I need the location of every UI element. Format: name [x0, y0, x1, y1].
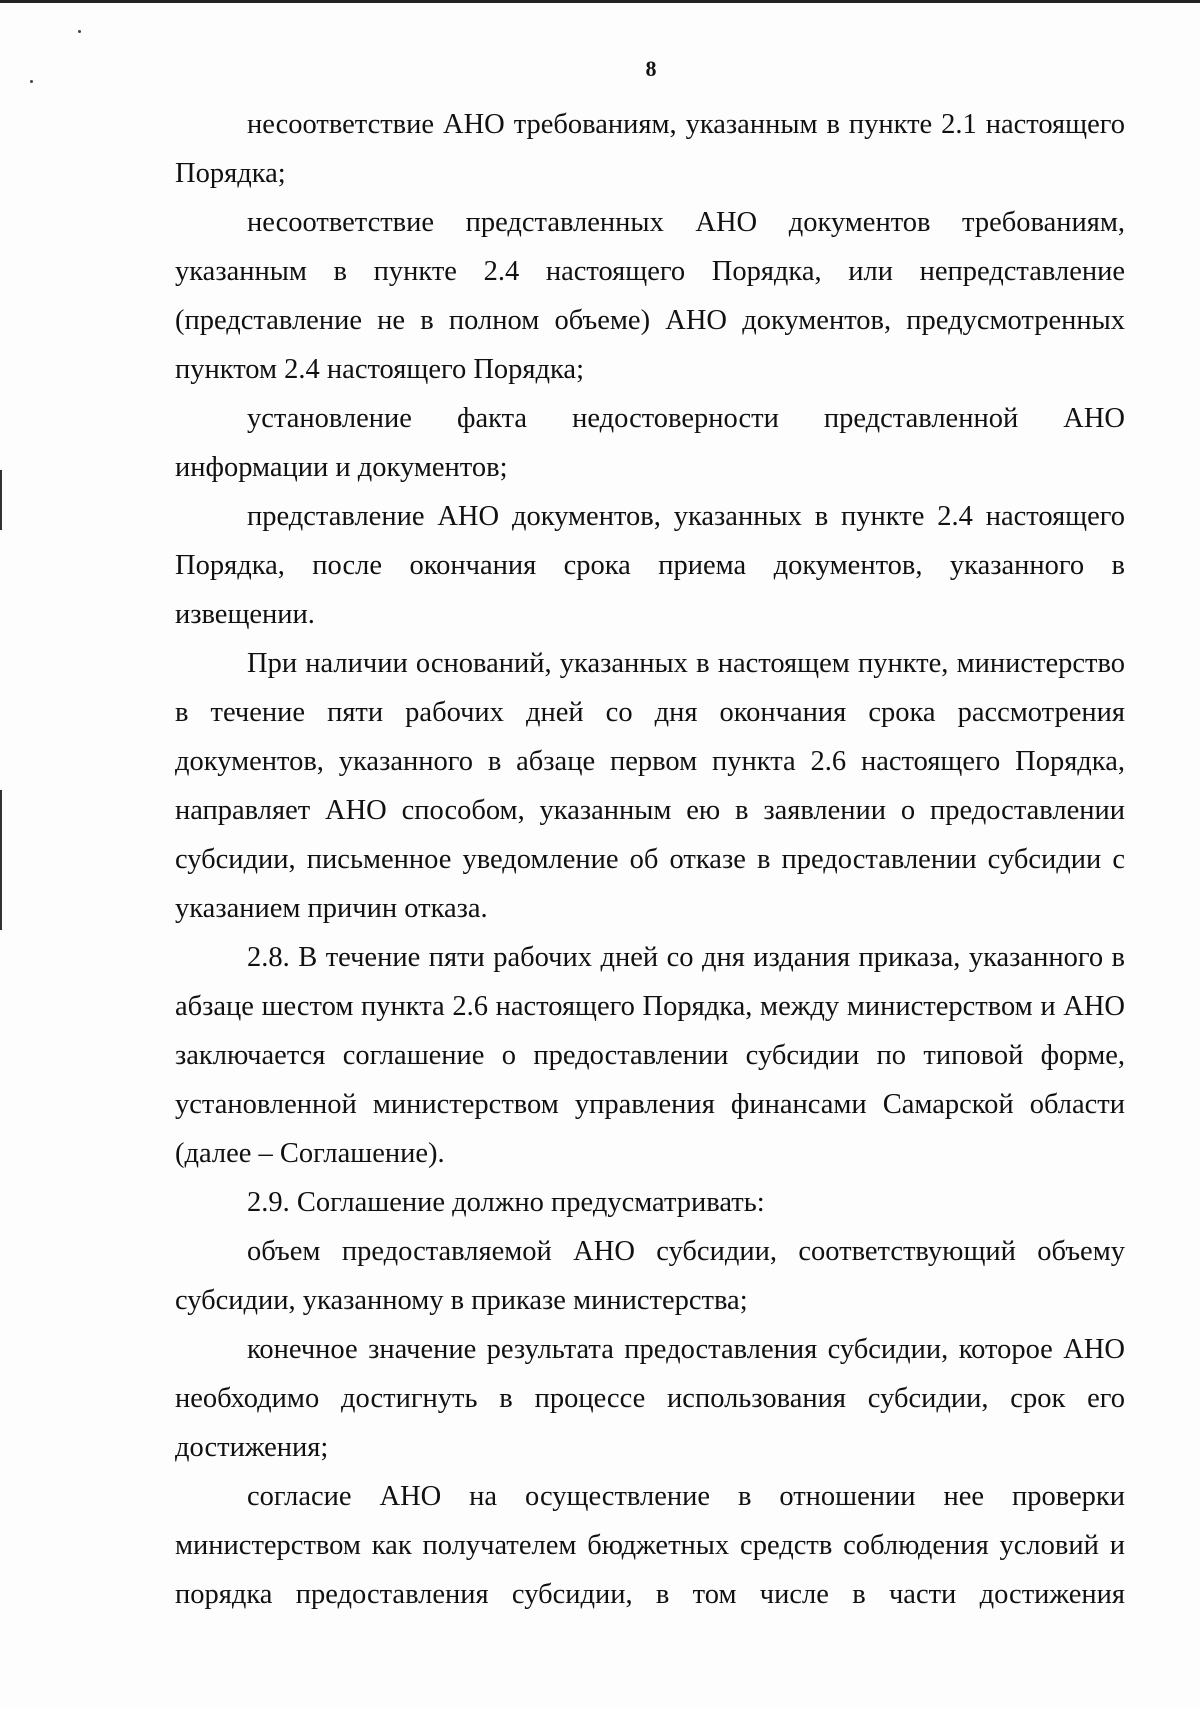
- paragraph: объем предоставляемой АНО субсидии, соответствующий объему субсидии, указанному в приказе министерства;: [175, 1236, 1125, 1316]
- scan-edge-mark: [0, 470, 2, 530]
- paragraph: 2.8. В течение пяти рабочих дней со дня издания приказа, указанного в абзаце шестом пункта 2.6 настоящего Порядка, между министерством и АНО заключается соглашение о предоставлении субсидии по типовой форме, установленной министерством управления финансами Самарской области (далее – Соглашение).: [175, 942, 1125, 1169]
- document-body: [175, 100, 1125, 1619]
- paragraph: установление факта недостоверности представленной АНО информации и документов;: [175, 403, 1125, 483]
- paragraph: несоответствие представленных АНО документов требованиям, указанным в пункте 2.4 настоящего Порядка, или непредставление (представление не в полном объеме) АНО документов, предусмотренных пунктом 2.4 настоящего Порядка;: [175, 207, 1125, 385]
- scan-speck: [78, 30, 81, 33]
- paragraph: 2.9. Соглашение должно предусматривать:: [247, 1187, 765, 1218]
- page-number: 8: [645, 56, 657, 81]
- scan-edge-mark: [0, 790, 2, 930]
- paragraph: согласие АНО на осуществление в отношении нее проверки министерством как получателем бюджетных средств соблюдения условий и порядка предоставления субсидии, в том числе в части достижения: [175, 1481, 1125, 1610]
- paragraph: конечное значение результата предоставления субсидии, которое АНО необходимо достигнуть в процессе использования субсидии, срок его достижения;: [175, 1334, 1125, 1463]
- paragraph: При наличии оснований, указанных в настоящем пункте, министерство в течение пяти рабочих дней со дня окончания срока рассмотрения документов, указанного в абзаце первом пункта 2.6 настоящего Порядка, направляет АНО способом, указанным ею в заявлении о предоставлении субсидии, письменное уведомление об отказе в предоставлении субсидии с указанием причин отказа.: [175, 648, 1125, 924]
- paragraph: представление АНО документов, указанных в пункте 2.4 настоящего Порядка, после окончания срока приема документов, указанного в извещении.: [175, 501, 1125, 630]
- scan-top-border: [0, 0, 1200, 3]
- paragraph: несоответствие АНО требованиям, указанным в пункте 2.1 настоящего Порядка;: [175, 109, 1125, 189]
